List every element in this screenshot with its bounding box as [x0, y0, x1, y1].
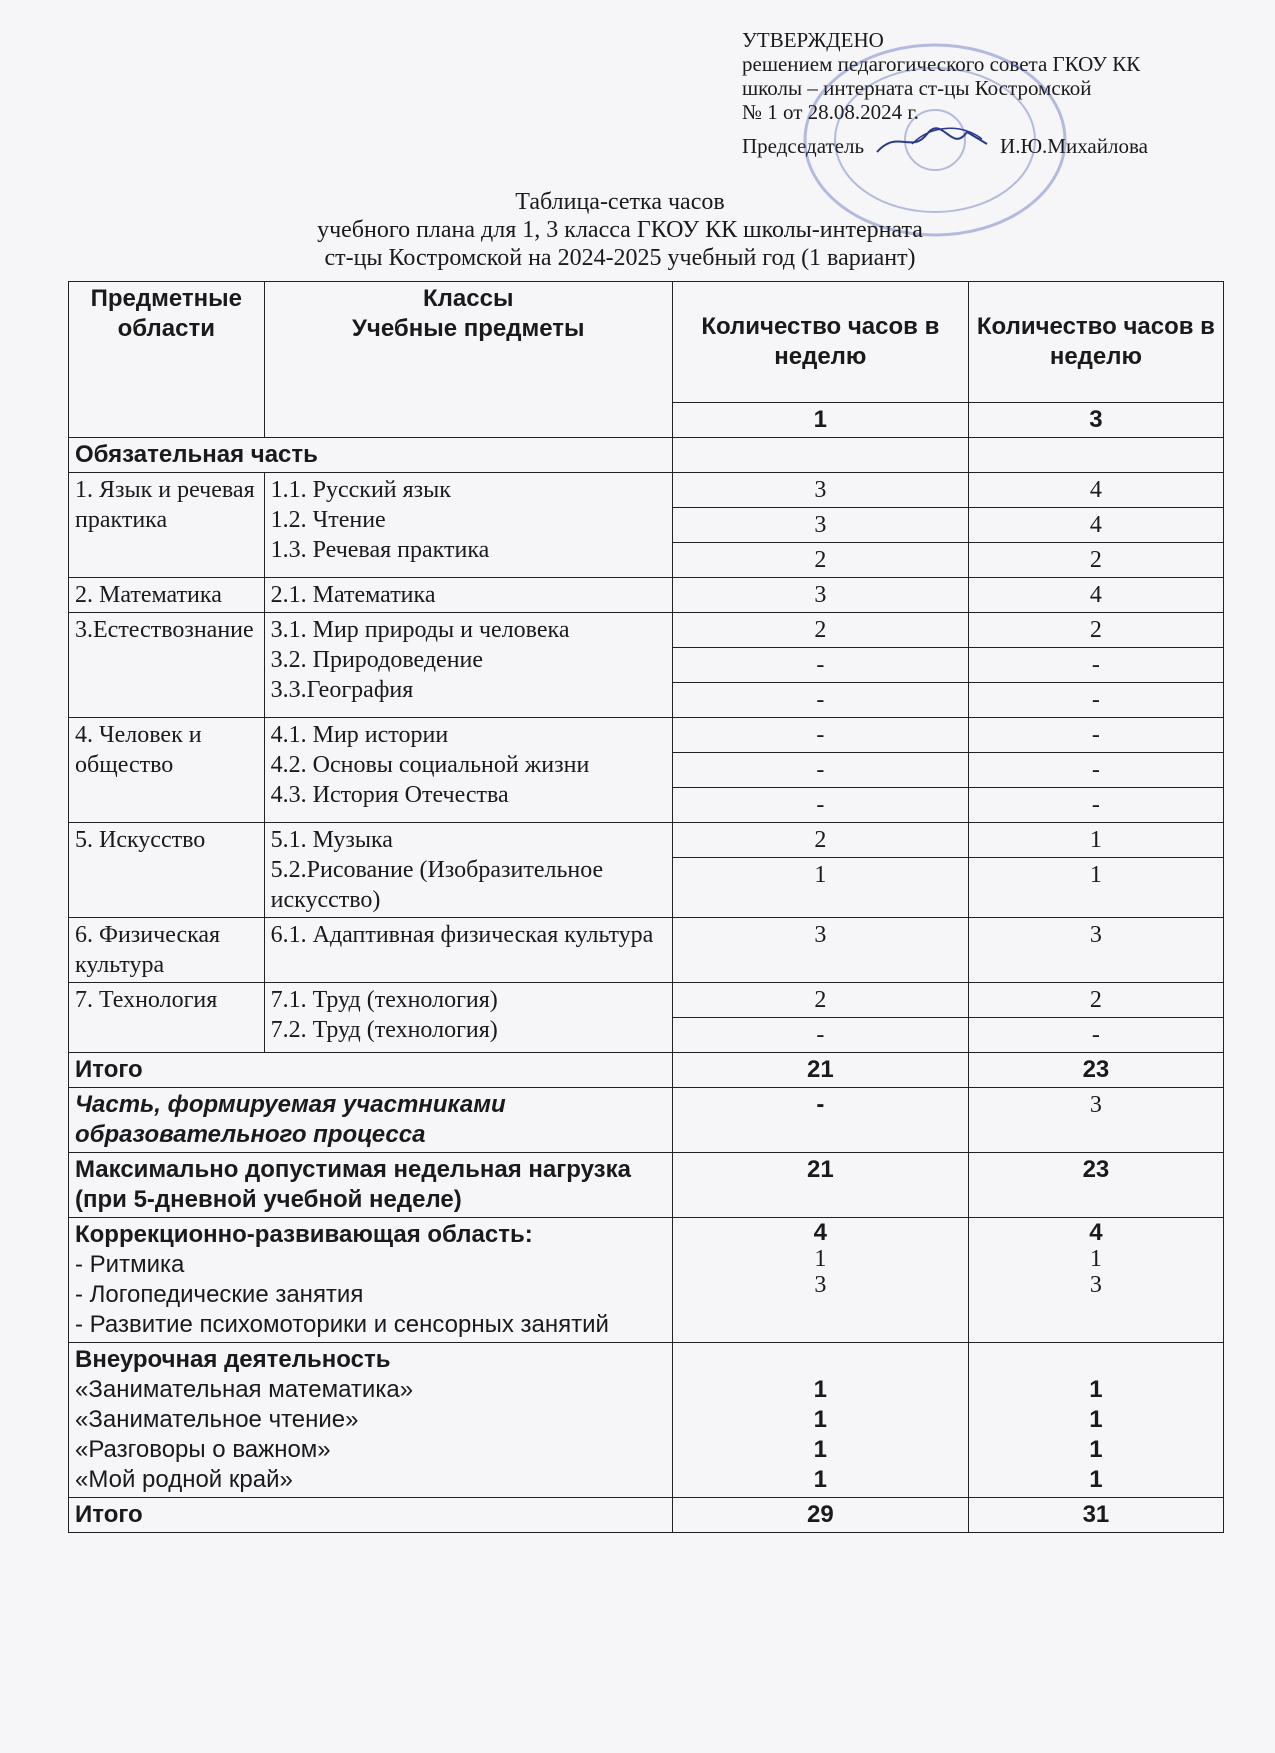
subject-name: 3.3.География — [270, 677, 414, 703]
approval-line: решением педагогического совета ГКОУ КК — [742, 52, 1141, 76]
hours-value: 1 — [969, 857, 1223, 892]
hours-value: - — [1091, 722, 1100, 748]
chair-name: И.Ю.Михайлова — [1000, 134, 1148, 158]
approval-block — [742, 28, 1222, 158]
hours-value: 1 — [813, 1406, 828, 1433]
max-load-row — [69, 1153, 1224, 1218]
group-row — [69, 473, 1224, 578]
extracurricular-label: Внеурочная деятельность — [75, 1346, 391, 1373]
header-subjects — [264, 282, 672, 438]
hours-value: 2 — [1089, 617, 1102, 643]
header-areas: Предметные области — [69, 282, 265, 438]
hours-value: - — [673, 752, 968, 787]
subject-name: 1.3. Речевая практика — [270, 537, 490, 563]
subject-list — [264, 473, 672, 578]
grand-total-label: Итого — [69, 1498, 673, 1533]
subject-name: 2.1. Математика — [264, 578, 672, 613]
group-row — [69, 918, 1224, 983]
subject-name: 6.1. Адаптивная физическая культура — [264, 918, 672, 983]
hours-value: 3 — [814, 477, 827, 503]
subject-name: 4.1. Мир истории — [270, 722, 449, 748]
max-load-class1: 21 — [672, 1153, 968, 1218]
hours-value: 1 — [1089, 1246, 1102, 1272]
hours-class1 — [672, 613, 968, 718]
subject-area: 5. Искусство — [69, 823, 265, 918]
empty-cell — [968, 438, 1223, 473]
subject-area: 3.Естествознание — [69, 613, 265, 718]
extracurricular-item: «Занимательное чтение» — [75, 1406, 359, 1433]
hours-value: - — [673, 1017, 968, 1052]
empty-cell — [672, 438, 968, 473]
grand-total-class3: 31 — [968, 1498, 1223, 1533]
hours-value: 1 — [813, 1466, 828, 1493]
hours-value: 4 — [1089, 477, 1102, 503]
subject-list — [264, 718, 672, 823]
subject-name: 1.1. Русский язык — [270, 477, 451, 503]
approval-title: УТВЕРЖДЕНО — [742, 28, 884, 52]
hours-class3 — [968, 613, 1223, 718]
hours-value: 1 — [1089, 1466, 1103, 1493]
hours-value: 3 — [672, 918, 968, 983]
subject-area: 6. Физическая культура — [69, 918, 265, 983]
subject-area: 1. Язык и речевая практика — [69, 473, 265, 578]
group-row — [69, 823, 1224, 918]
chair-label: Председатель — [742, 134, 865, 158]
class-3-number: 3 — [968, 403, 1223, 438]
hours-value: 4 — [968, 578, 1223, 613]
hours-value: - — [969, 682, 1223, 717]
approval-line: школы – интерната ст-цы Костромской — [742, 76, 1092, 100]
hours-value: 1 — [813, 1436, 828, 1463]
hours-class1 — [672, 983, 968, 1053]
hours-value: - — [969, 787, 1223, 822]
correction-row — [69, 1218, 1224, 1343]
correction-class1 — [672, 1218, 968, 1343]
hours-class3 — [968, 983, 1223, 1053]
subject-name: 3.1. Мир природы и человека — [270, 617, 570, 643]
total-label: Итого — [69, 1053, 673, 1088]
subject-name: 5.2.Рисование (Изобразительное искусство) — [270, 857, 604, 913]
extracurricular-class3 — [968, 1343, 1223, 1498]
hours-value: 2 — [969, 542, 1223, 577]
signature-icon — [872, 124, 992, 158]
hours-value: - — [673, 647, 968, 682]
header-hours-class3: Количество часов в неделю — [968, 282, 1223, 403]
correction-label: Коррекционно-развивающая область: — [75, 1221, 533, 1248]
subject-area: 7. Технология — [69, 983, 265, 1053]
group-row — [69, 613, 1224, 718]
chair-row — [742, 124, 1222, 158]
formed-part-class1: - — [672, 1088, 968, 1153]
hours-value: 3 — [673, 507, 968, 542]
header-row — [69, 282, 1224, 403]
correction-item: - Логопедические занятия — [75, 1281, 364, 1308]
document-title — [120, 188, 1120, 272]
hours-value: 4 — [969, 507, 1223, 542]
hours-value: - — [673, 787, 968, 822]
hours-value: 1 — [1089, 827, 1102, 853]
subject-list — [264, 613, 672, 718]
subject-list — [264, 823, 672, 918]
subject-name: 1.2. Чтение — [270, 507, 386, 533]
hours-value: - — [816, 722, 825, 748]
subject-area: 4. Человек и общество — [69, 718, 265, 823]
hours-value: 3 — [814, 1272, 827, 1298]
total-class1: 21 — [672, 1053, 968, 1088]
subject-name: 3.2. Природоведение — [270, 647, 484, 673]
hours-value: 1 — [814, 1246, 827, 1272]
formed-part-row — [69, 1088, 1224, 1153]
hours-class1 — [672, 718, 968, 823]
extracurricular-item: «Мой родной край» — [75, 1466, 293, 1493]
hours-value: 3 — [968, 918, 1223, 983]
group-row — [69, 718, 1224, 823]
hours-value: 4 — [1089, 1219, 1103, 1246]
title-line: Таблица-сетка часов — [515, 189, 725, 215]
hours-value: 4 — [813, 1219, 828, 1246]
formed-part-label: Часть, формируемая участниками образовательного процесса — [69, 1088, 673, 1153]
subject-name: 7.1. Труд (технология) — [270, 987, 498, 1013]
subject-area: 2. Математика — [69, 578, 265, 613]
hours-value: 3 — [1089, 1272, 1102, 1298]
subject-name: 4.2. Основы социальной жизни — [270, 752, 590, 778]
mandatory-label: Обязательная часть — [69, 438, 673, 473]
header-classes-label: Классы — [423, 285, 514, 312]
hours-value: 1 — [1089, 1406, 1103, 1433]
hours-value: 1 — [813, 1376, 828, 1403]
hours-value: 1 — [1089, 1436, 1103, 1463]
extracurricular-item: «Занимательная математика» — [75, 1376, 414, 1403]
correction-item: - Ритмика — [75, 1251, 185, 1278]
hours-value: - — [969, 647, 1223, 682]
approval-line: № 1 от 28.08.2024 г. — [742, 100, 919, 124]
total-row — [69, 1053, 1224, 1088]
formed-part-class3: 3 — [968, 1088, 1223, 1153]
group-row — [69, 983, 1224, 1053]
class-1-number: 1 — [672, 403, 968, 438]
hours-value: - — [969, 1017, 1223, 1052]
hours-value: 2 — [814, 987, 827, 1013]
title-line: учебного плана для 1, 3 класса ГКОУ КК школы-интерната — [317, 217, 923, 243]
hours-class3 — [968, 823, 1223, 918]
hours-value: 2 — [1089, 987, 1102, 1013]
grand-total-row — [69, 1498, 1224, 1533]
mandatory-row — [69, 438, 1224, 473]
hours-value: - — [673, 682, 968, 717]
header-subjects-label: Учебные предметы — [351, 315, 585, 342]
total-class3: 23 — [968, 1053, 1223, 1088]
correction-class3 — [968, 1218, 1223, 1343]
grand-total-class1: 29 — [672, 1498, 968, 1533]
extracurricular-row — [69, 1343, 1224, 1498]
extracurricular-block — [69, 1343, 673, 1498]
hours-value: 1 — [1089, 1376, 1103, 1403]
subject-list — [264, 983, 672, 1053]
hours-class1 — [672, 473, 968, 578]
hours-value: 2 — [814, 617, 827, 643]
hours-value: - — [969, 752, 1223, 787]
curriculum-table — [68, 281, 1224, 1533]
subject-name: 5.1. Музыка — [270, 827, 393, 853]
correction-block — [69, 1218, 673, 1343]
correction-item: - Развитие психомоторики и сенсорных занятий — [75, 1311, 609, 1338]
hours-class3 — [968, 718, 1223, 823]
hours-value: 1 — [673, 857, 968, 892]
header-hours-class1: Количество часов в неделю — [672, 282, 968, 403]
max-load-class3: 23 — [968, 1153, 1223, 1218]
group-row — [69, 578, 1224, 613]
hours-class3 — [968, 473, 1223, 578]
hours-class1 — [672, 823, 968, 918]
title-line: ст-цы Костромской на 2024-2025 учебный год (1 вариант) — [324, 245, 916, 271]
hours-value: 3 — [672, 578, 968, 613]
hours-value: 2 — [673, 542, 968, 577]
subject-name: 7.2. Труд (технология) — [270, 1017, 498, 1043]
extracurricular-class1 — [672, 1343, 968, 1498]
extracurricular-item: «Разговоры о важном» — [75, 1436, 331, 1463]
hours-value: 2 — [814, 827, 827, 853]
max-load-label: Максимально допустимая недельная нагрузка (при 5-дневной учебной неделе) — [69, 1153, 673, 1218]
subject-name: 4.3. История Отечества — [270, 782, 509, 808]
